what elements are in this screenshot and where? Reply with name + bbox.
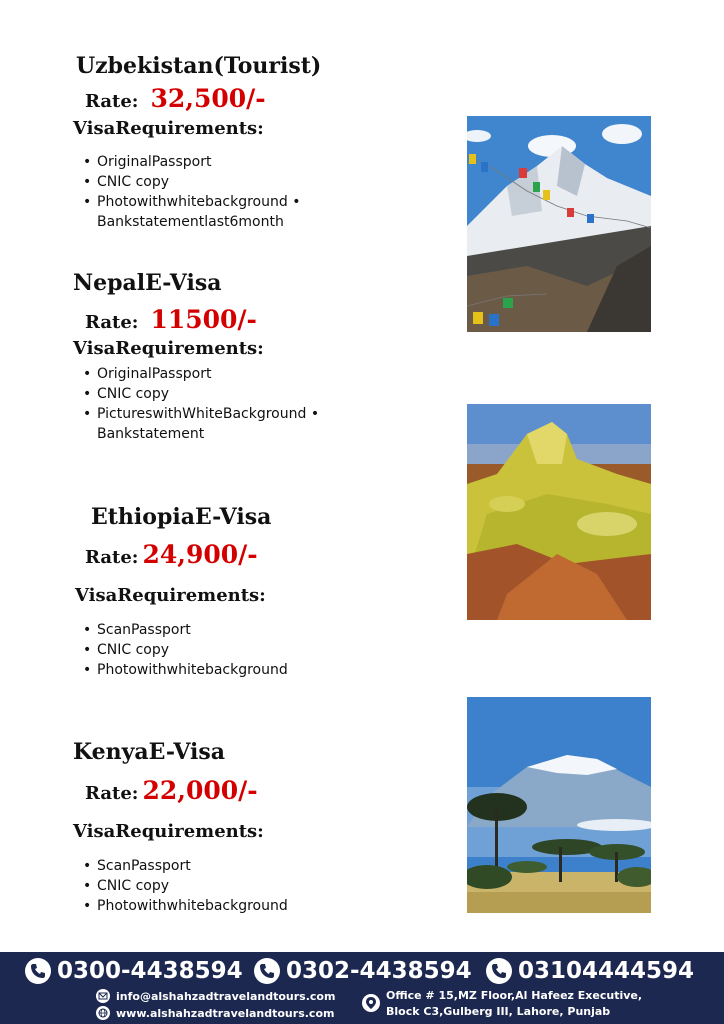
rate-value: 24,900/- xyxy=(142,540,258,569)
phone-number: 0302-4438594 xyxy=(286,958,472,984)
office-address xyxy=(386,988,642,1020)
contact-footer xyxy=(0,952,724,1024)
nepal-rate xyxy=(85,305,257,334)
list-item: • PictureswithWhiteBackground • xyxy=(83,404,319,424)
ethiopia-title: EthiopiaE-Visa xyxy=(91,504,272,530)
email-address: info@alshahzadtravelandtours.com xyxy=(116,989,336,1003)
list-item: • OriginalPassport xyxy=(83,152,300,172)
phone-3[interactable] xyxy=(486,958,694,984)
nepal-title: NepalE-Visa xyxy=(73,270,222,296)
nepal-requirements-heading: VisaRequirements: xyxy=(73,338,264,359)
address-line-2: Block C3,Gulberg III, Lahore, Punjab xyxy=(386,1005,611,1018)
nepal-requirements-list xyxy=(83,364,319,444)
list-item: • CNIC copy xyxy=(83,876,288,896)
email-contact[interactable] xyxy=(96,989,335,1003)
list-item: • CNIC copy xyxy=(83,172,300,192)
ethiopia-requirements-list xyxy=(83,620,288,680)
list-item: • OriginalPassport xyxy=(83,364,319,384)
list-item: • CNIC copy xyxy=(83,384,319,404)
ethiopia-requirements-heading: VisaRequirements: xyxy=(75,585,266,606)
email-icon xyxy=(96,989,110,1003)
phone-icon xyxy=(254,958,280,984)
address-line-1: Office # 15,MZ Floor,Al Hafeez Executive, xyxy=(386,989,643,1002)
list-item: • CNIC copy xyxy=(83,640,288,660)
rate-label: Rate: xyxy=(85,547,139,568)
uzbekistan-requirements-list xyxy=(83,152,300,232)
kenya-rate xyxy=(85,776,258,805)
rate-label: Rate: xyxy=(85,91,139,112)
uzbekistan-requirements-heading: VisaRequirements: xyxy=(73,118,264,139)
phone-icon xyxy=(486,958,512,984)
list-item: • Photowithwhitebackground xyxy=(83,896,288,916)
list-item: Bankstatementlast6month xyxy=(97,214,284,230)
globe-icon xyxy=(96,1006,110,1020)
list-item: • Photowithwhitebackground • xyxy=(83,192,300,212)
location-pin-icon xyxy=(362,994,380,1012)
ethiopia-rate xyxy=(85,540,258,569)
phone-number: 0300-4438594 xyxy=(57,958,243,984)
list-item: • ScanPassport xyxy=(83,620,288,640)
phone-2[interactable] xyxy=(254,958,472,984)
website-url: www.alshahzadtravelandtours.com xyxy=(116,1006,335,1020)
kenya-requirements-list xyxy=(83,856,288,916)
mountain-photo xyxy=(467,116,651,332)
kenya-title: KenyaE-Visa xyxy=(73,739,226,765)
rate-label: Rate: xyxy=(85,312,139,333)
list-item: • ScanPassport xyxy=(83,856,288,876)
rate-label: Rate: xyxy=(85,783,139,804)
website-contact[interactable] xyxy=(96,1006,334,1020)
rate-value: 32,500/- xyxy=(150,84,266,113)
rate-value: 11500/- xyxy=(150,305,257,334)
sulfur-formation-photo xyxy=(467,404,651,620)
phone-number: 03104444594 xyxy=(518,958,695,984)
kenya-requirements-heading: VisaRequirements: xyxy=(73,821,264,842)
uzbekistan-rate xyxy=(85,84,266,113)
phone-1[interactable] xyxy=(25,958,243,984)
kilimanjaro-photo xyxy=(467,697,651,913)
list-item: • Photowithwhitebackground xyxy=(83,660,288,680)
uzbekistan-title: Uzbekistan(Tourist) xyxy=(76,53,322,79)
phone-icon xyxy=(25,958,51,984)
rate-value: 22,000/- xyxy=(142,776,258,805)
list-item: Bankstatement xyxy=(97,426,205,442)
